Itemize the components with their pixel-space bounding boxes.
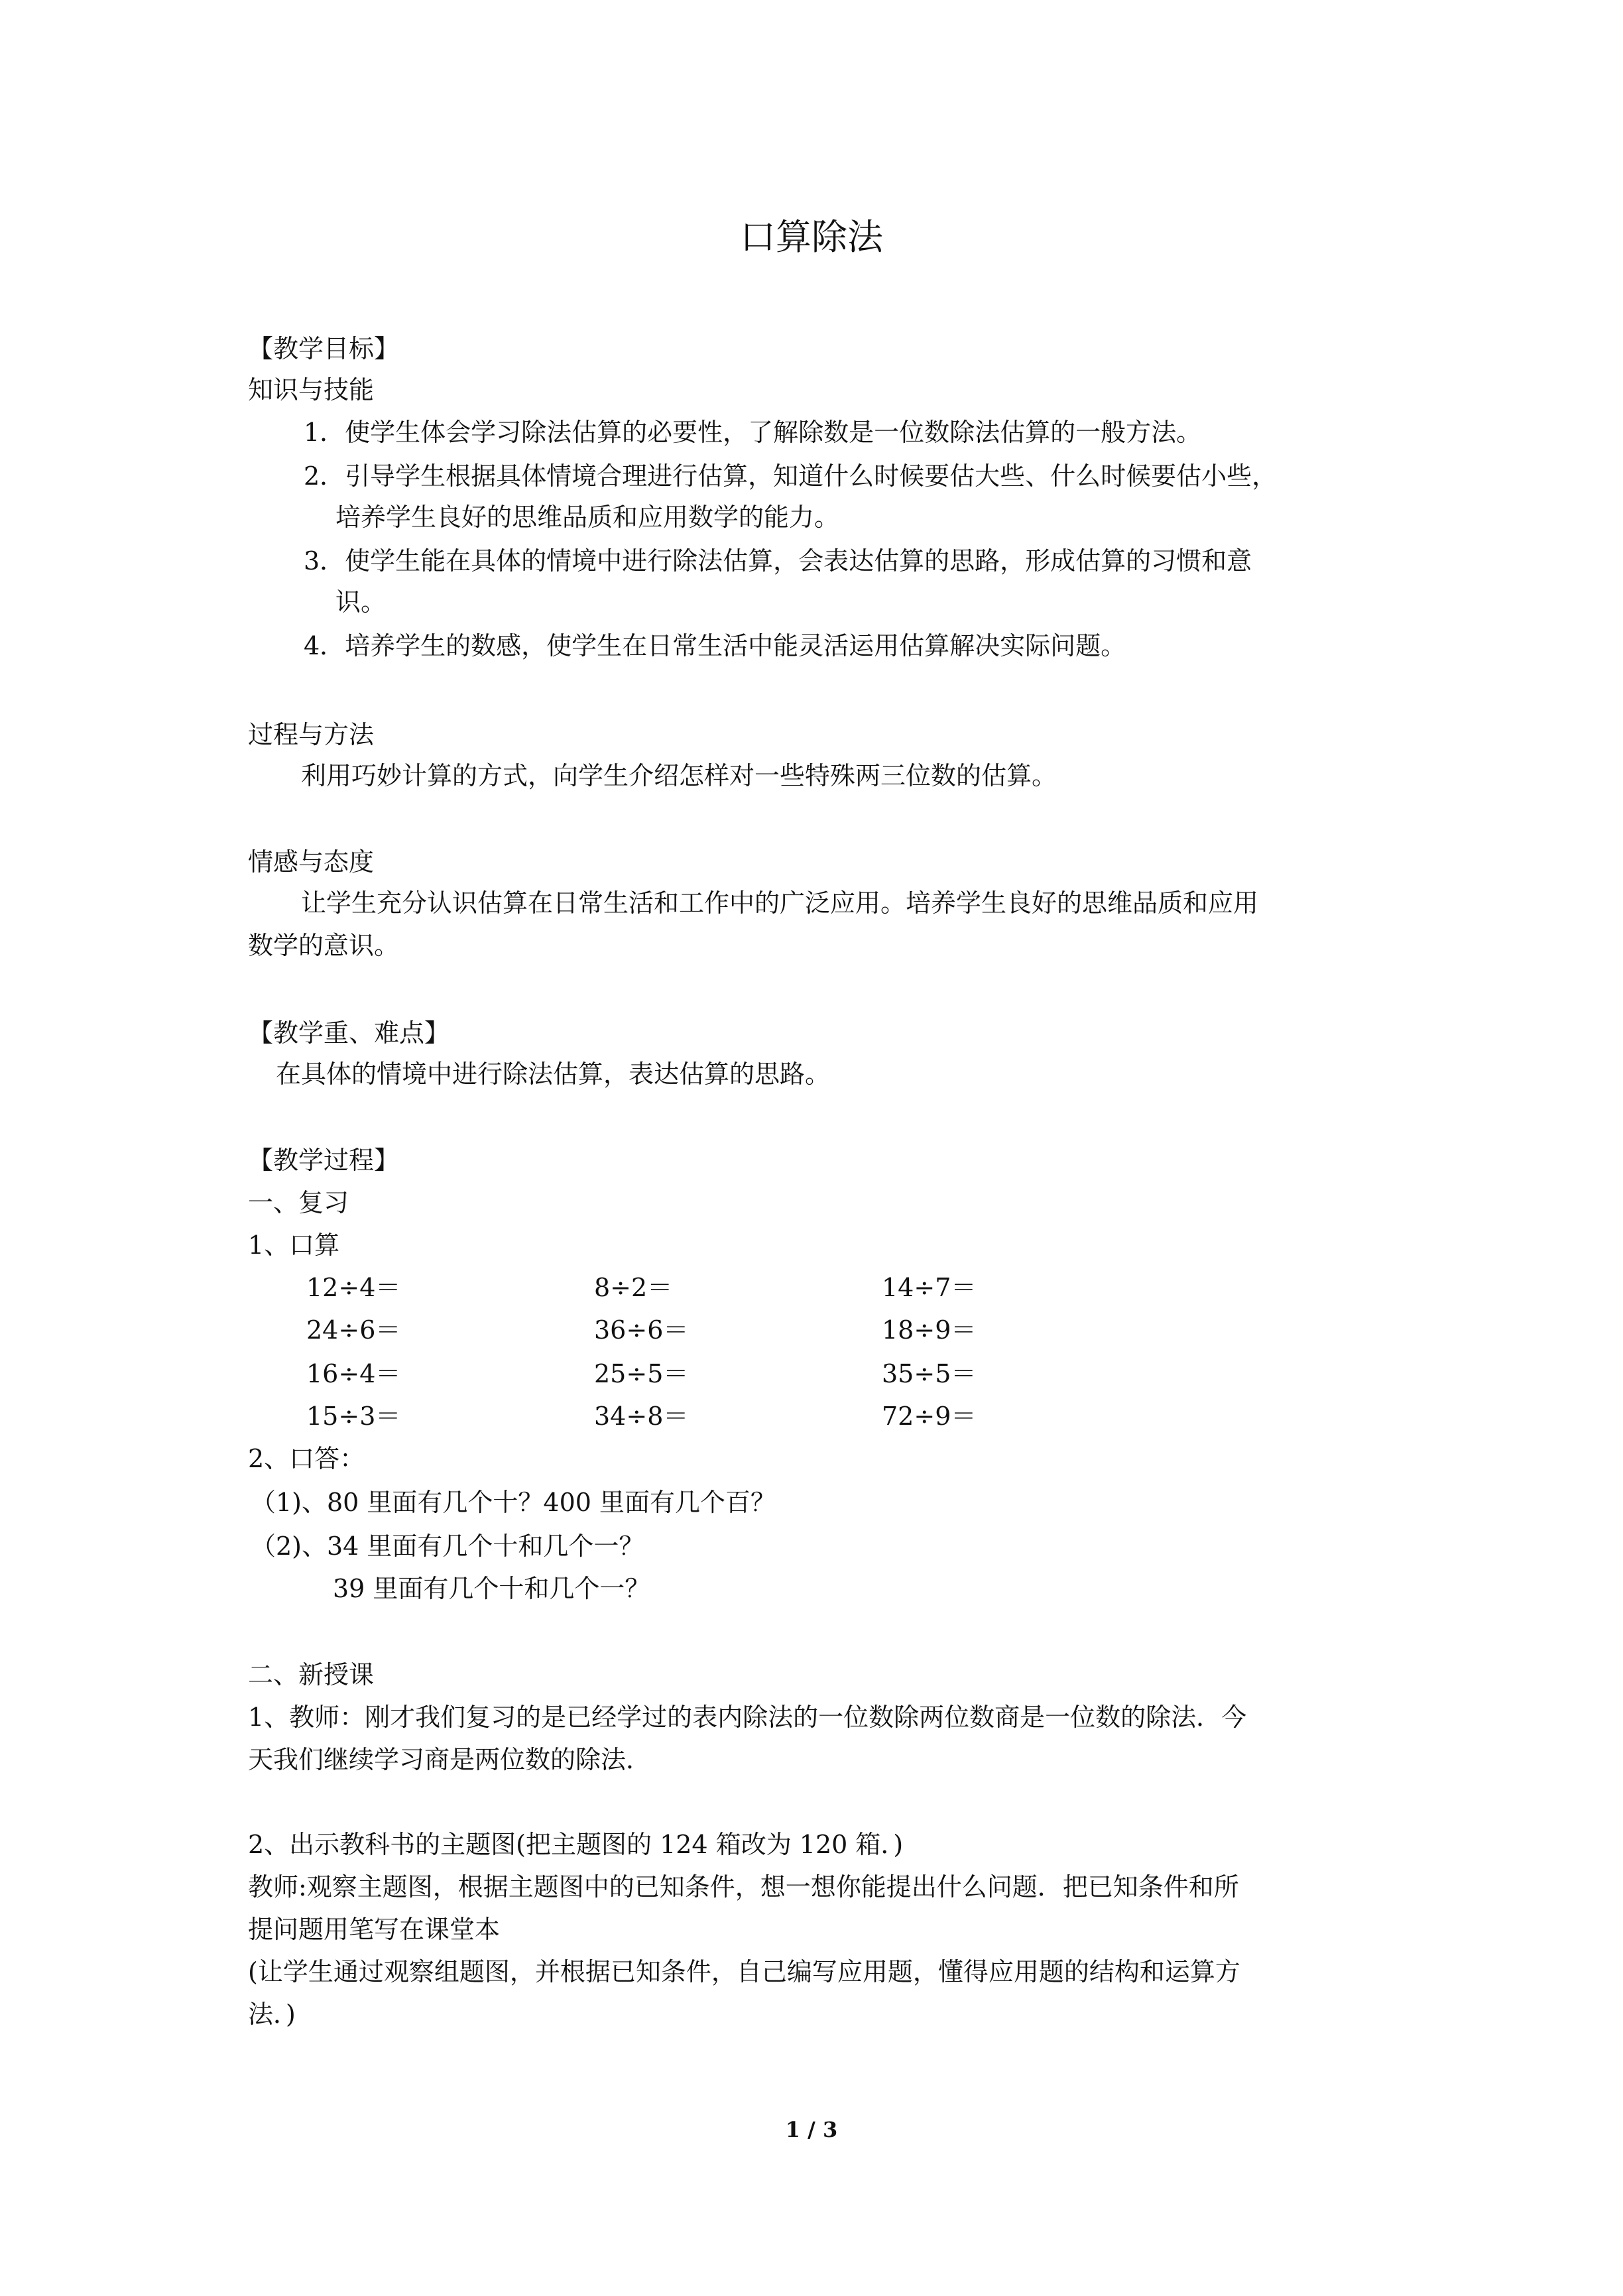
page-number: 1 / 3 [785,2117,838,2142]
knowledge-heading: 知识与技能 [248,375,375,404]
oral-answer-q1: （1)、80 里面有几个十？400 里面有几个百？ [251,1488,776,1517]
calc-cell: 24÷6＝ [306,1315,401,1345]
process-text: 利用巧妙计算的方式，向学生介绍怎样对一些特殊两三位数的估算。 [301,761,1057,790]
knowledge-item-3: 3．使学生能在具体的情境中进行除法估算，会表达估算的思路，形成估算的习惯和意 [304,546,1252,575]
process-heading: 过程与方法 [248,720,375,749]
knowledge-item-1: 1．使学生体会学习除法估算的必要性，了解除数是一位数除法估算的一般方法。 [304,418,1202,447]
new-lesson-p2-line2: 教师:观察主题图，根据主题图中的已知条件，想一想你能提出什么问题．把已知条件和所 [248,1872,1239,1902]
oral-answer-q2: （2)、34 里面有几个十和几个一？ [251,1532,644,1561]
new-lesson-p2-line3: 提问题用笔写在课堂本 [248,1915,501,1944]
review-heading: 一、复习 [248,1188,349,1217]
oral-calc-heading: 1、口算 [248,1231,340,1260]
calc-cell: 72÷9＝ [882,1402,977,1431]
new-lesson-p2-line1: 2、出示教科书的主题图(把主题图的 124 箱改为 120 箱．) [248,1830,904,1859]
calc-cell: 18÷9＝ [882,1315,977,1345]
key-points-heading: 【教学重、难点】 [248,1018,450,1048]
calc-cell: 25÷5＝ [594,1359,689,1388]
calc-cell: 12÷4＝ [306,1273,401,1302]
knowledge-item-2: 2．引导学生根据具体情境合理进行估算，知道什么时候要估大些、什么时候要估小些， [304,461,1278,491]
oral-answer-heading: 2、口答： [248,1444,365,1473]
calc-cell: 8÷2＝ [594,1273,673,1302]
page-title: 口算除法 [740,216,883,258]
new-lesson-p2-line4: (让学生通过观察组题图，并根据已知条件，自己编写应用题，懂得应用题的结构和运算方 [248,1957,1240,1986]
key-points-text: 在具体的情境中进行除法估算，表达估算的思路。 [276,1059,831,1089]
new-lesson-p1-line2: 天我们继续学习商是两位数的除法． [248,1745,652,1774]
new-lesson-heading: 二、新授课 [248,1660,375,1689]
oral-answer-q3: 39 里面有几个十和几个一？ [333,1574,650,1603]
knowledge-item-3-cont: 识。 [335,587,387,617]
procedure-heading: 【教学过程】 [248,1146,400,1175]
calc-cell: 14÷7＝ [882,1273,977,1302]
knowledge-item-2-cont: 培养学生良好的思维品质和应用数学的能力。 [335,503,840,532]
new-lesson-p2-line5: 法．) [248,2000,296,2029]
calc-cell: 36÷6＝ [594,1315,689,1345]
knowledge-item-4: 4．培养学生的数感，使学生在日常生活中能灵活运用估算解决实际问题。 [304,631,1126,660]
emotion-text-line1: 让学生充分认识估算在日常生活和工作中的广泛应用。培养学生良好的思维品质和应用 [301,888,1259,918]
emotion-text-line2: 数学的意识。 [248,931,400,960]
calc-cell: 35÷5＝ [882,1359,977,1388]
calc-cell: 15÷3＝ [306,1402,401,1431]
new-lesson-p1-line1: 1、教师：刚才我们复习的是已经学过的表内除法的一位数除两位数商是一位数的除法．今 [248,1703,1247,1732]
emotion-heading: 情感与态度 [248,847,375,876]
objectives-heading: 【教学目标】 [248,334,400,363]
calc-cell: 34÷8＝ [594,1402,689,1431]
calc-cell: 16÷4＝ [306,1359,401,1388]
